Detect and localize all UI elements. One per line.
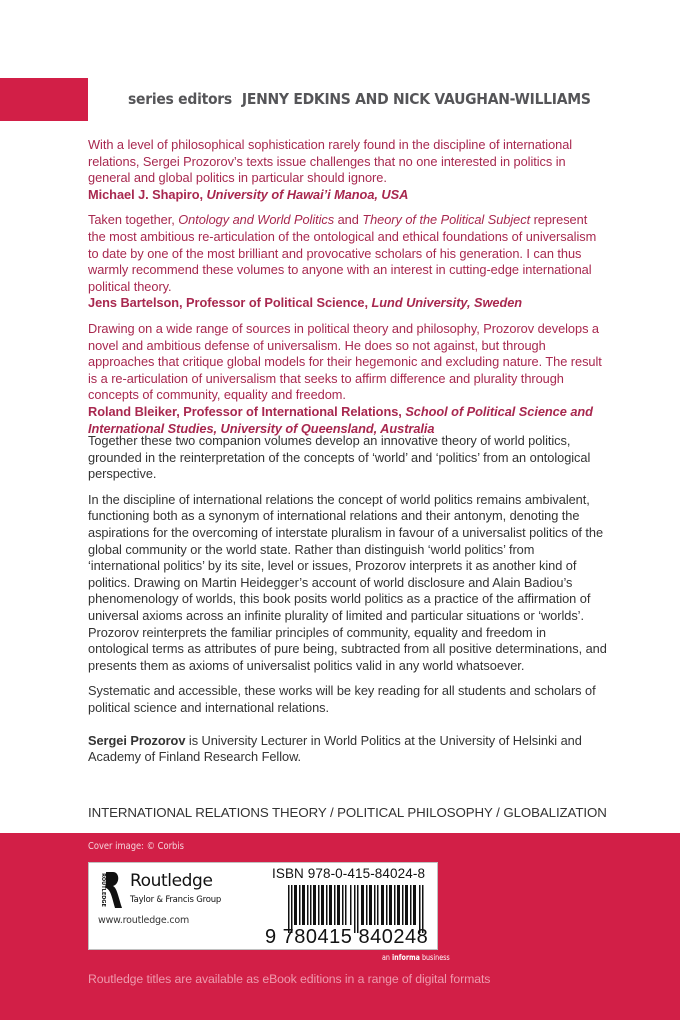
endorsement-affiliation: School of Political Science and International Studies, University of Queensland, Australia — [88, 403, 593, 436]
book-title: Theory of the Political Subject — [362, 212, 531, 228]
ebook-note: Routledge titles are available as eBook editions in a range of digital formats — [88, 972, 491, 986]
svg-text:ROUTLEDGE: ROUTLEDGE — [100, 873, 106, 907]
series-editors — [128, 90, 591, 108]
endorsement-text: Drawing on a wide range of sources in political theory and philosophy, Prozorov develops a novel and ambitious defense of universalism. He does so not against, but through approaches that critique global models for their hegemonic and excluding nature. The result is a re-articulation of universalism that seeks to affirm difference and plurality through concepts of community, equality and freedom. — [88, 320, 602, 403]
book-description — [88, 433, 608, 775]
isbn: ISBN 978-0-415-84024-8 — [272, 866, 426, 881]
subject-categories: INTERNATIONAL RELATIONS THEORY / POLITICAL PHILOSOPHY / GLOBALIZATION — [88, 805, 607, 820]
book-title: Ontology and World Politics — [178, 212, 335, 228]
series-accent-block — [0, 78, 88, 121]
publisher-url[interactable]: www.routledge.com — [98, 915, 190, 926]
endorsement-2 — [88, 212, 608, 312]
barcode-digits: 9 780415 840248 — [265, 926, 429, 948]
author-name: Sergei Prozorov — [88, 732, 186, 748]
endorsement-text: With a level of philosophical sophistication rarely found in the discipline of international relations, Sergei Prozorov’s texts issue challenges that no one interested in politics in general and global politics in particular should ignore. — [88, 137, 573, 186]
endorsement-1 — [88, 137, 608, 203]
author-bio: Sergei Prozorov is University Lecturer in World Politics at the University of Helsinki and Academy of Finland Research Fellow. — [88, 732, 582, 765]
routledge-logo-icon — [96, 870, 122, 910]
series-editor-names: JENNY EDKINS AND NICK VAUGHAN-WILLIAMS — [241, 90, 591, 108]
cover-credit: Cover image: © Corbis — [88, 841, 185, 852]
endorsement-affiliation: University of Hawai’i Manoa, USA — [206, 186, 409, 202]
description-paragraph: Systematic and accessible, these works will be key reading for all students and scholars of political science and international relations. — [88, 683, 596, 715]
publisher-group: Taylor & Francis Group — [130, 895, 222, 905]
endorsement-3 — [88, 321, 608, 437]
informa-tagline: an informa business — [382, 953, 450, 962]
description-paragraph: Together these two companion volumes develop an innovative theory of world politics, grounded in the reinterpretation of the concepts of ‘world’ and ‘politics’ from an ontological perspective. — [88, 433, 591, 482]
series-label: series editors — [128, 90, 232, 108]
endorsement-affiliation: Lund University, Sweden — [371, 295, 523, 311]
endorsements — [88, 137, 608, 446]
publisher-name: Routledge — [130, 871, 213, 891]
endorsement-author: Roland Bleiker, Professor of International Relations, School of Political Science and International Studies, University of Queensland, Australia — [88, 403, 593, 436]
endorsement-author: Michael J. Shapiro, University of Hawai’i Manoa, USA — [88, 186, 409, 202]
endorsement-text: Taken together, Ontology and World Politics and Theory of the Political Subject represent the most ambitious re-articulation of the ontological and ethical foundations of universalism to date by one of the most brilliant and provocative scholars of his generation. I can thus warmly recommend these volumes to anyone with an interest in cutting-edge international political theory. — [88, 212, 597, 294]
description-paragraph: In the discipline of international relations the concept of world politics remains ambivalent, functioning both as a synonym of international relations and their antonym, denoting the aspirations for the overcoming of interstate pluralism in favour of a universalist politics of the global community or the world state. Rather than distinguish ‘world politics’ from ‘international politics’ by its site, level or issues, Prozorov interprets it as another kind of politics. Drawing on Martin Heidegger’s account of world disclosure and Alain Badiou’s phenomenology of worlds, this book posits world politics as a practice of the affirmation of universal axioms across an infinite plurality of limited and particular situations or ‘worlds’. Prozorov reinterprets the familiar principles of community, equality and freedom in ontological terms as attributes of pure being, subtracted from all positive determinations, and presents them as axioms of universalist politics valid in any world whatsoever. — [88, 491, 607, 673]
endorsement-author: Jens Bartelson, Professor of Political Science, Lund University, Sweden — [88, 295, 523, 311]
